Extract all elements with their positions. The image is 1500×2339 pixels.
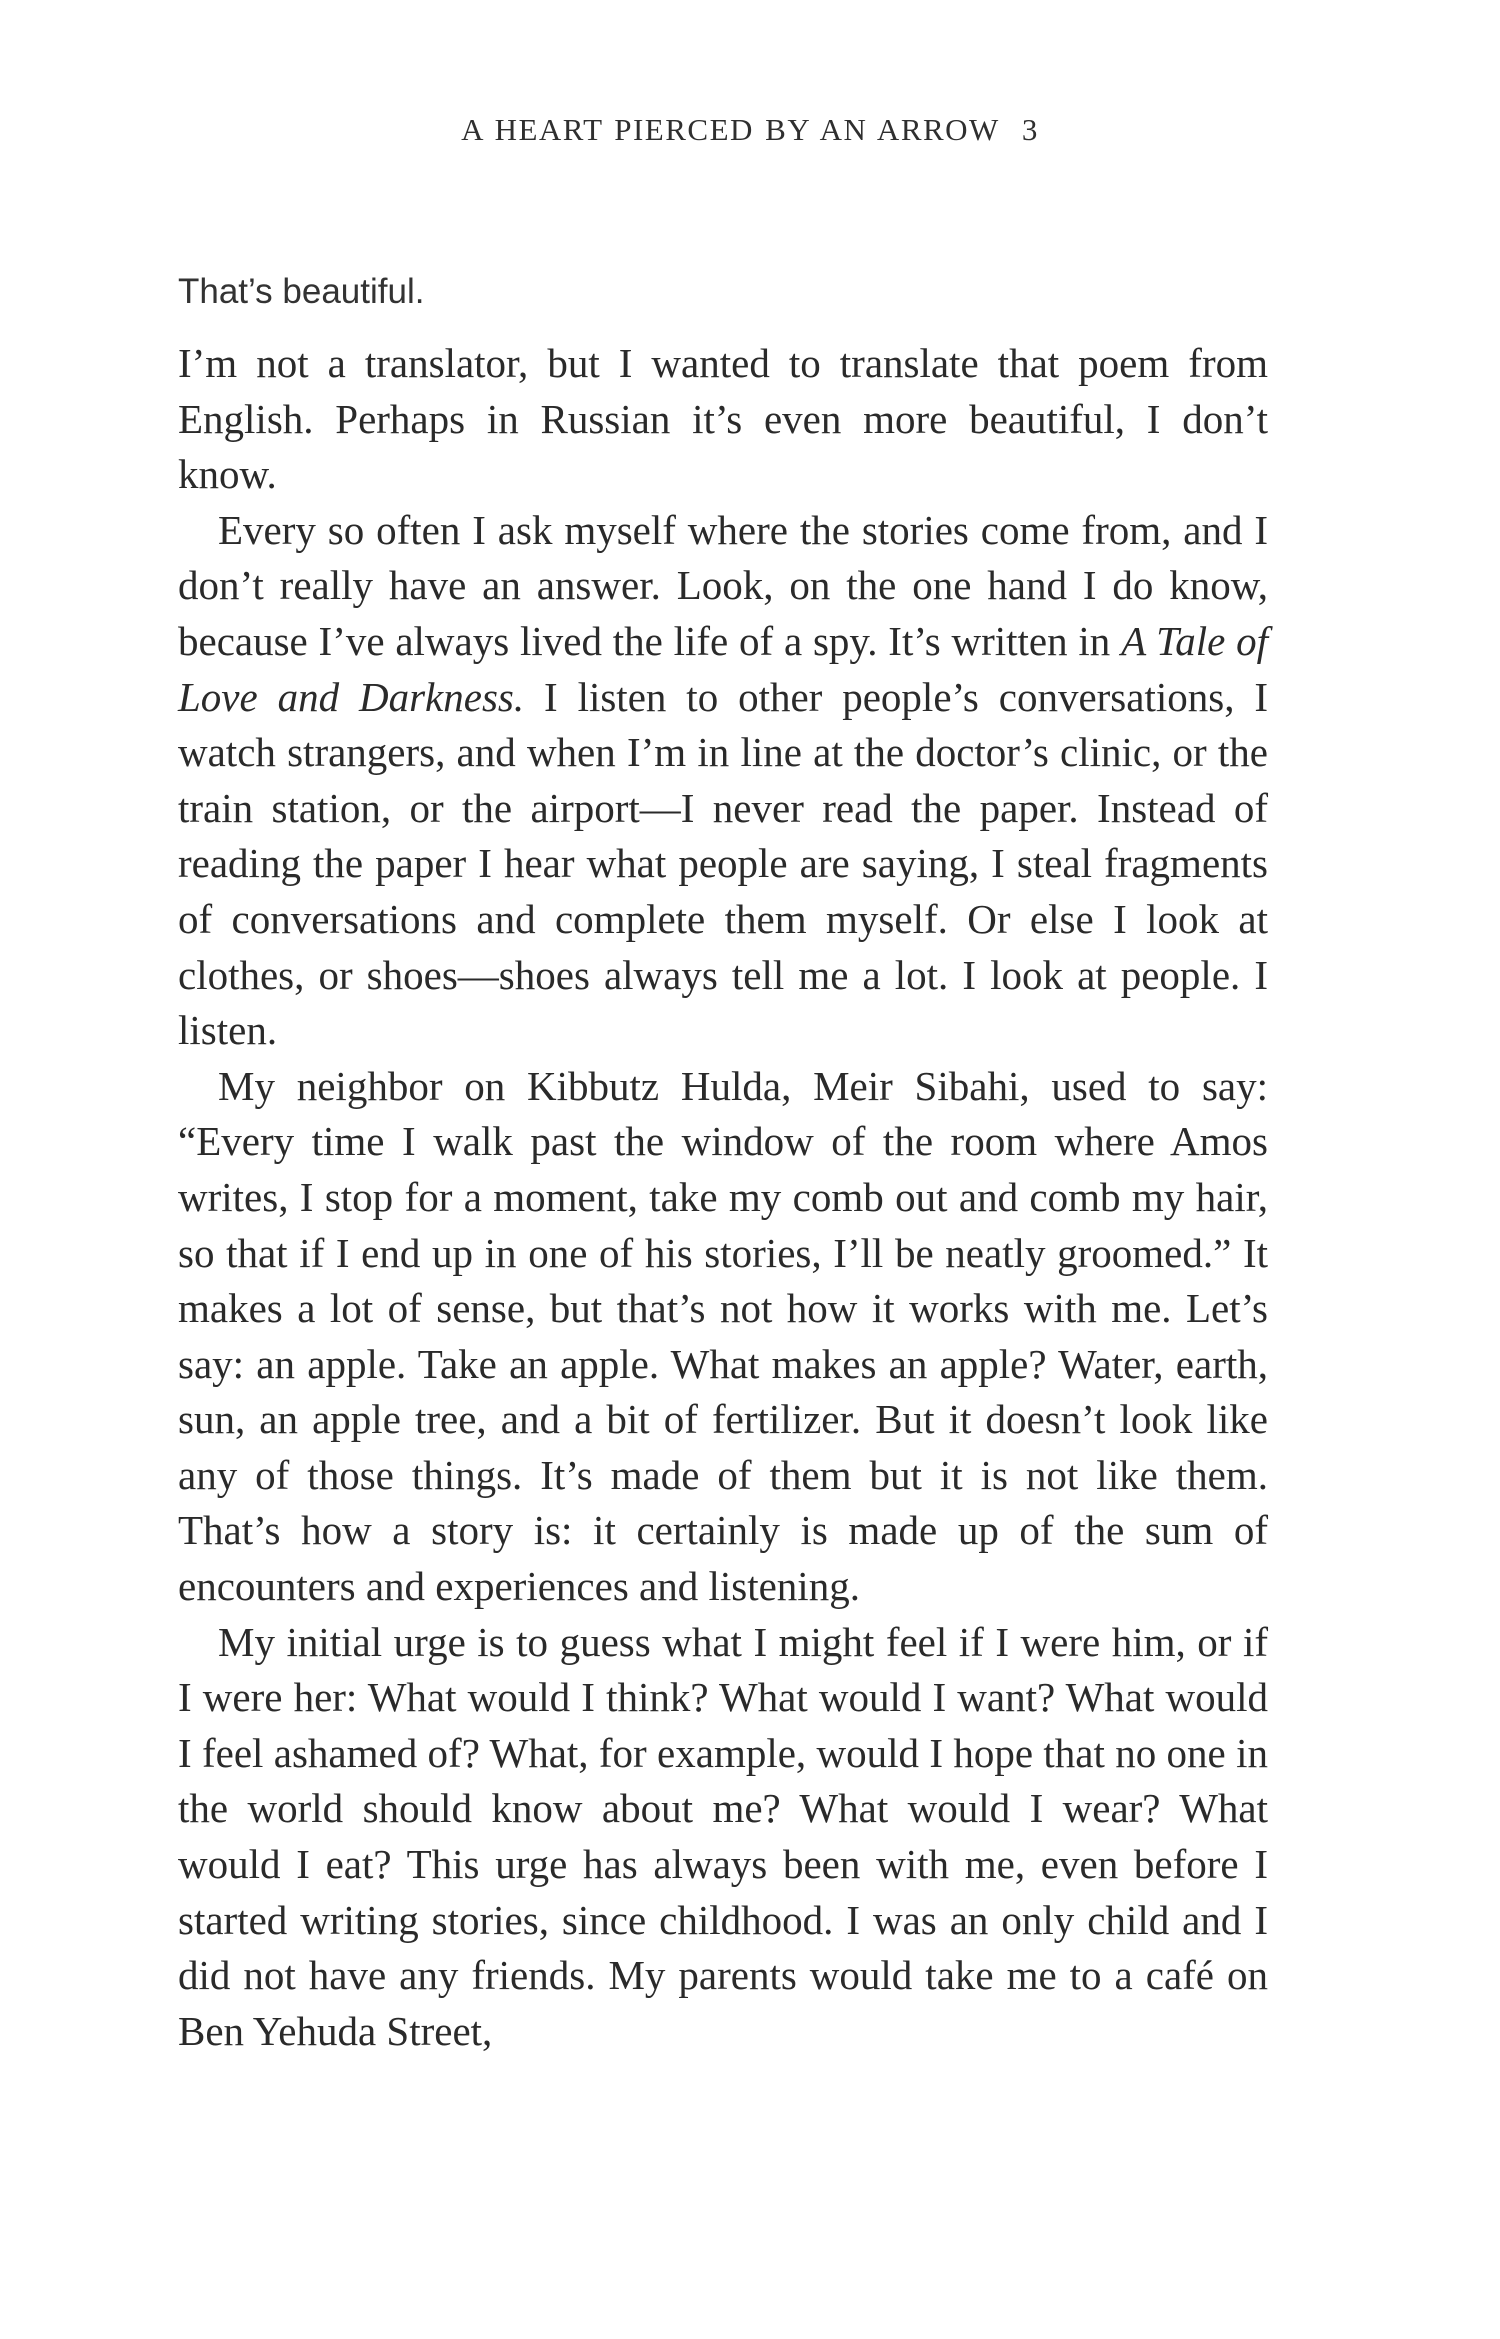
paragraph-2 bbox=[178, 503, 1268, 1059]
paragraph-2-after: I listen to other people’s conversations, I watch strangers, and when I’m in line at the doctor’s clinic, or the train station, or the airport—I never read the paper. Instead of reading the paper I hear what people are saying, I steal fragments of conversations and complete them myself. Or else I look at clothes, or shoes—shoes always tell me a lot. I look at people. I listen. bbox=[178, 673, 1268, 1054]
paragraph-4: My initial urge is to guess what I might feel if I were him, or if I were her: What would I think? What would I want? What would I feel ashamed of? What, for example, would I hope that no one in the world should know about me? What would I wear? What would I eat? This urge has always been with me, even before I started writing stories, since childhood. I was an only child and I did not have any friends. My parents would take me to a café on Ben Yehuda Street, bbox=[178, 1618, 1268, 2054]
running-title: A HEART PIERCED BY AN ARROW bbox=[461, 112, 1000, 147]
paragraph-1: I’m not a translator, but I wanted to translate that poem from English. Perhaps in Russian it’s even more beautiful, I don’t know. bbox=[178, 340, 1268, 498]
book-title: A Tale of Love and Darkness. bbox=[178, 617, 1268, 720]
page-number: 3 bbox=[1021, 112, 1039, 147]
body-text bbox=[178, 336, 1268, 2059]
paragraph-2-before: Every so often I ask myself where the stories come from, and I don’t really have an answer. Look, on the one hand I do know, because I’ve always lived the life of a spy. It’s written in bbox=[178, 506, 1268, 664]
running-head bbox=[0, 112, 1500, 148]
paragraph-3: My neighbor on Kibbutz Hulda, Meir Sibahi, used to say: “Every time I walk past the window of the room where Amos writes, I stop for a moment, take my comb out and comb my hair, so that if I end up in one of his stories, I’ll be neatly groomed.” It makes a lot of sense, but that’s not how it works with me. Let’s say: an apple. Take an apple. What makes an apple? Water, earth, sun, an apple tree, and a bit of fertilizer. But it doesn’t look like any of those things. It’s made of them but it is not like them. That’s how a story is: it certainly is made up of the sum of encounters and experiences and listening. bbox=[178, 1062, 1268, 1610]
interviewer-question: That’s beautiful. bbox=[178, 272, 425, 311]
